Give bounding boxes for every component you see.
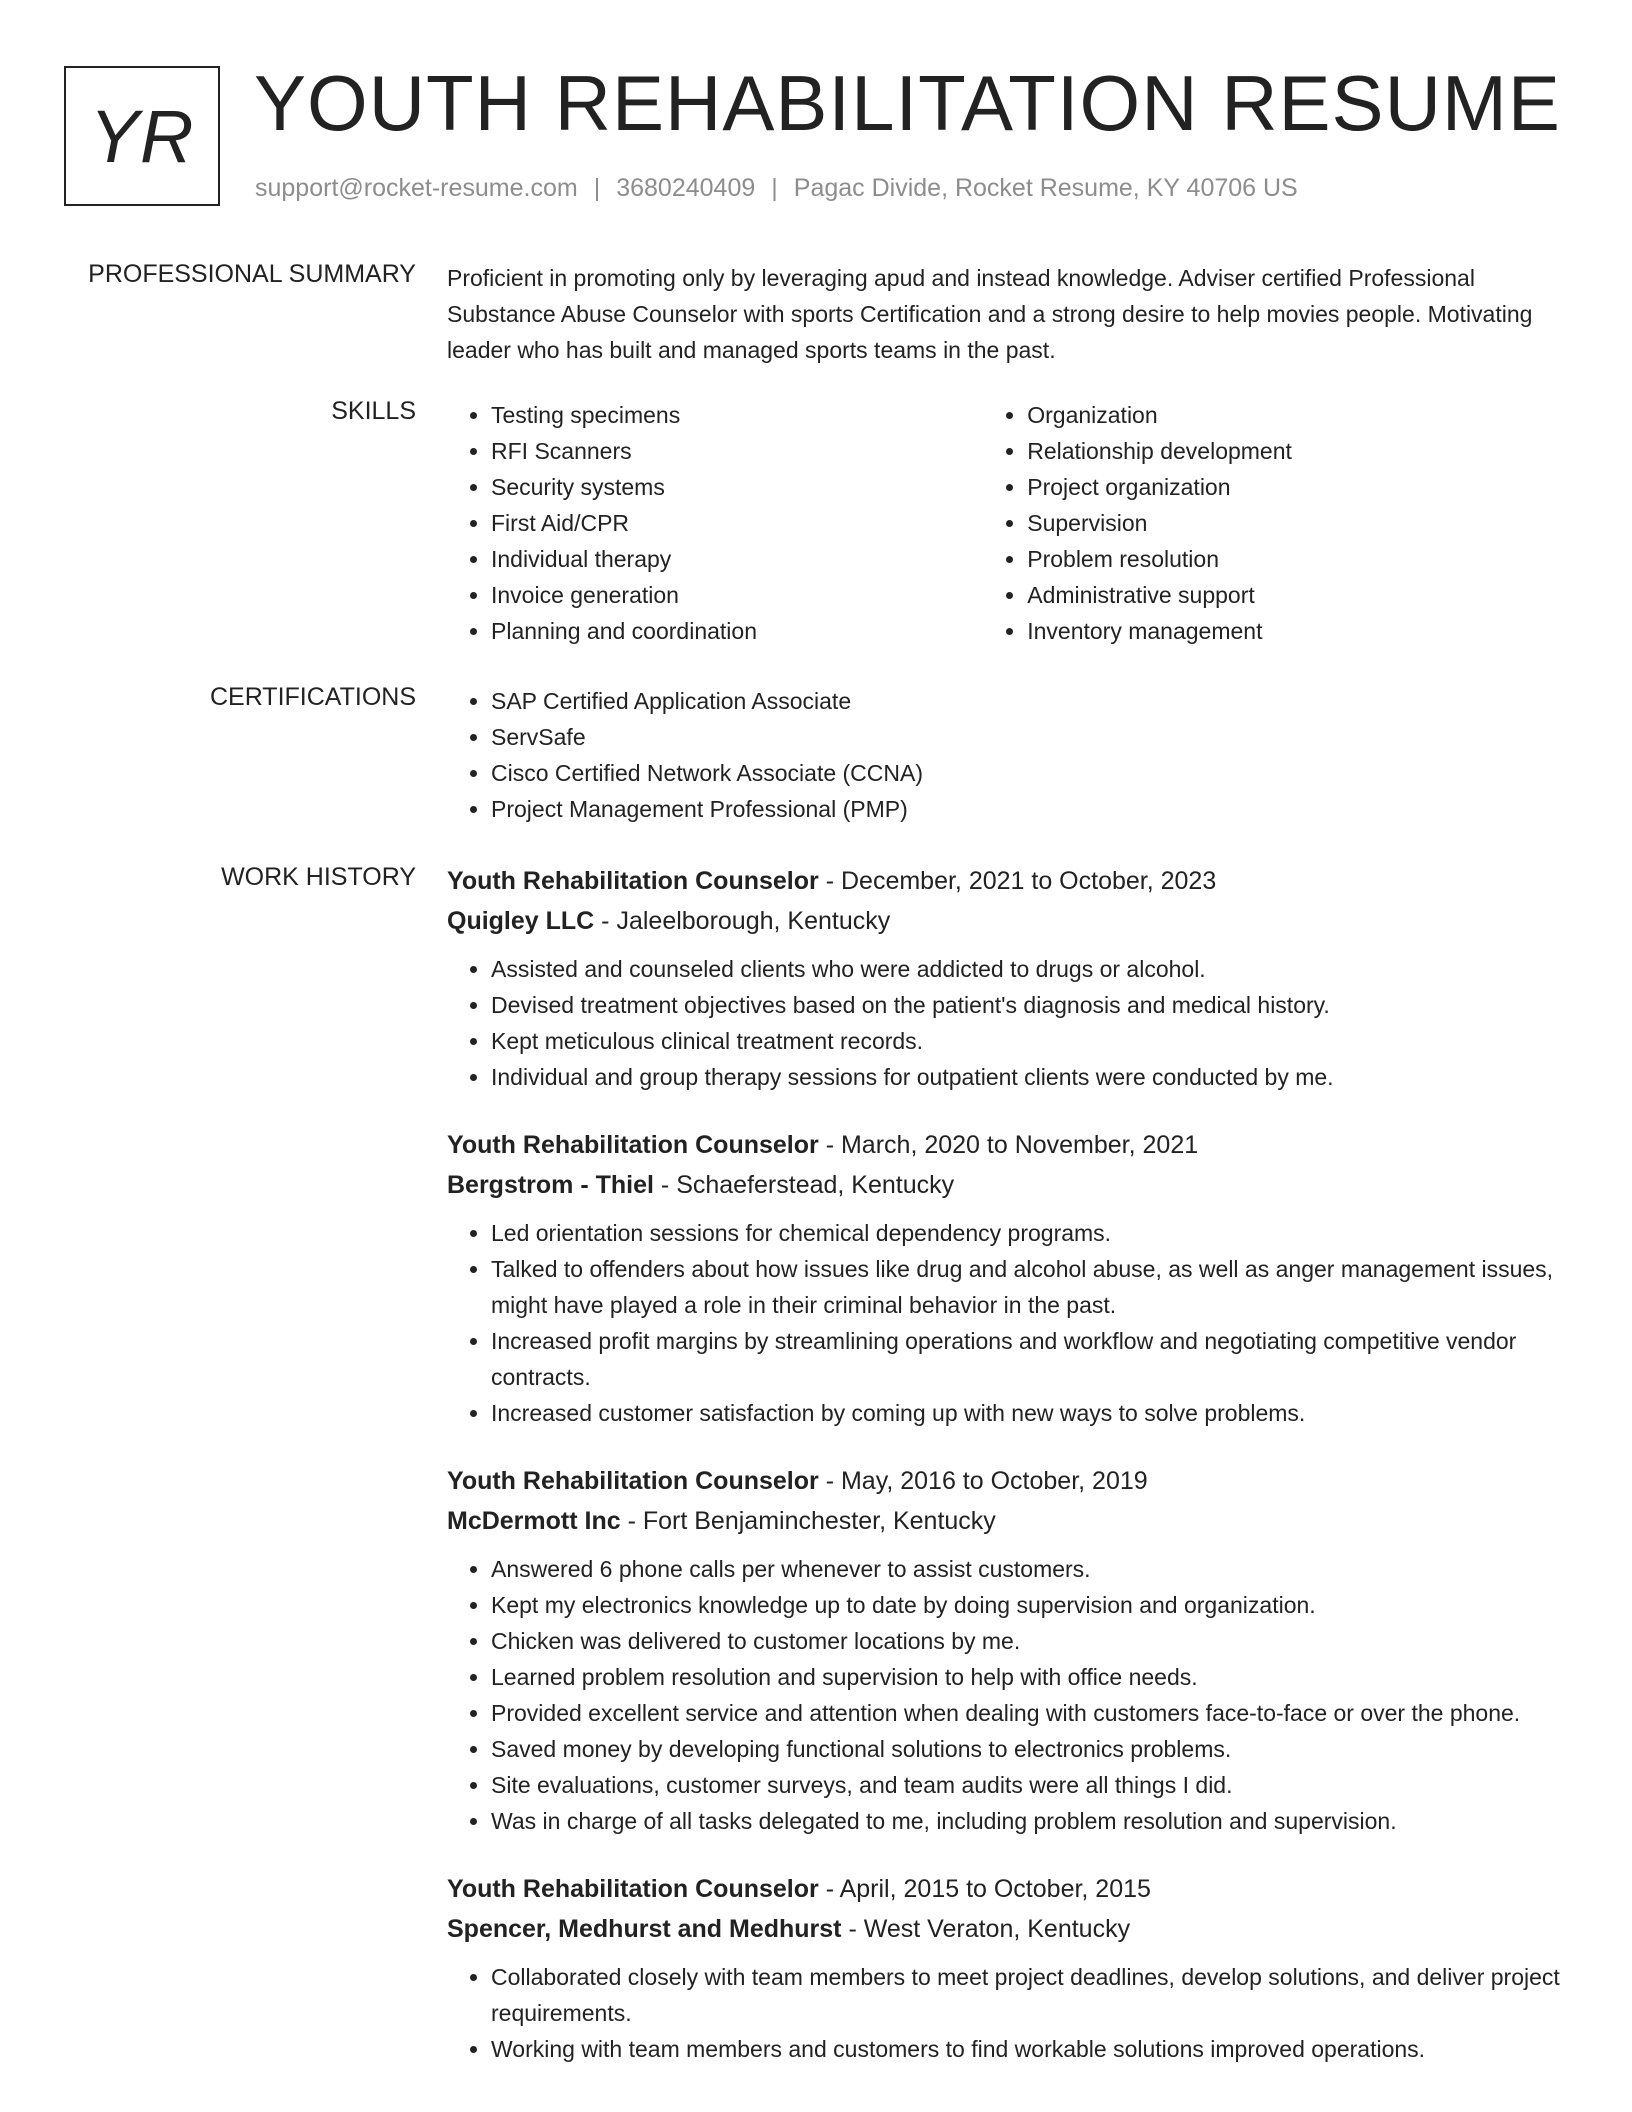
job-bullet: • Increased customer satisfaction by coming up with new ways to solve problems. <box>491 1395 1572 1431</box>
job-company-line <box>447 1165 1572 1205</box>
job-title: Youth Rehabilitation Counselor <box>447 1875 819 1903</box>
skill-item: • Administrative support <box>1027 577 1572 613</box>
job-bullet: • Learned problem resolution and supervision to help with office needs. <box>491 1659 1572 1695</box>
job-bullet: • Collaborated closely with team members to meet project deadlines, develop solutions, and deliver project requirements. <box>491 1959 1572 2031</box>
skill-item: • Planning and coordination <box>491 613 983 649</box>
job-bullet: • Chicken was delivered to customer locations by me. <box>491 1623 1572 1659</box>
job-company-line <box>447 901 1572 941</box>
job-dates: - March, 2020 to November, 2021 <box>818 1131 1199 1159</box>
job-bullet: • Site evaluations, customer surveys, and team audits were all things I did. <box>491 1767 1572 1803</box>
certification-item: • Cisco Certified Network Associate (CCNA) <box>491 755 1572 791</box>
job-entry <box>447 1461 1572 1839</box>
skill-item: • Security systems <box>491 469 983 505</box>
job-company: Spencer, Medhurst and Medhurst <box>447 1915 842 1943</box>
job-company: Bergstrom - Thiel <box>447 1171 654 1199</box>
contact-address: Pagac Divide, Rocket Resume, KY 40706 US <box>793 174 1298 202</box>
contact-line <box>255 174 1298 203</box>
job-title: Youth Rehabilitation Counselor <box>447 1467 819 1495</box>
contact-phone: 3680240409 <box>616 174 756 202</box>
skill-item: • First Aid/CPR <box>491 505 983 541</box>
certifications-list <box>447 683 1572 827</box>
job-company-line <box>447 1501 1572 1541</box>
job-entry <box>447 1869 1572 2067</box>
job-bullet: • Talked to offenders about how issues like drug and alcohol abuse, as well as anger management issues, might have played a role in their criminal behavior in the past. <box>491 1251 1572 1323</box>
skills-list-right <box>983 397 1572 649</box>
job-bullet: • Answered 6 phone calls per whenever to assist customers. <box>491 1551 1572 1587</box>
skill-item: • Individual therapy <box>491 541 983 577</box>
summary-heading: PROFESSIONAL SUMMARY <box>88 260 416 288</box>
job-location: - West Veraton, Kentucky <box>841 1915 1131 1943</box>
job-dates: - April, 2015 to October, 2015 <box>818 1875 1151 1903</box>
job-bullet: • Was in charge of all tasks delegated to me, including problem resolution and supervision. <box>491 1803 1572 1839</box>
job-bullets <box>447 1215 1572 1431</box>
job-entry <box>447 861 1572 1095</box>
skill-item: • Problem resolution <box>1027 541 1572 577</box>
job-title-line <box>447 1869 1572 1909</box>
job-bullet: • Increased profit margins by streamlining operations and workflow and negotiating competitive vendor contracts. <box>491 1323 1572 1395</box>
certification-item: • SAP Certified Application Associate <box>491 683 1572 719</box>
job-title-line <box>447 861 1572 901</box>
job-dates: - December, 2021 to October, 2023 <box>818 867 1217 895</box>
job-entry <box>447 1125 1572 1431</box>
job-bullet: • Devised treatment objectives based on the patient's diagnosis and medical history. <box>491 987 1572 1023</box>
contact-email: support@rocket-resume.com <box>255 174 578 202</box>
job-title-line <box>447 1461 1572 1501</box>
skill-item: • RFI Scanners <box>491 433 983 469</box>
skills-list-left <box>447 397 983 649</box>
certification-item: • ServSafe <box>491 719 1572 755</box>
job-bullet: • Kept my electronics knowledge up to date by doing supervision and organization. <box>491 1587 1572 1623</box>
skill-item: • Supervision <box>1027 505 1572 541</box>
job-bullet: • Working with team members and customers to find workable solutions improved operations. <box>491 2031 1572 2067</box>
job-title-line <box>447 1125 1572 1165</box>
job-dates: - May, 2016 to October, 2019 <box>818 1467 1148 1495</box>
job-location: - Schaeferstead, Kentucky <box>653 1171 955 1199</box>
job-bullets <box>447 1959 1572 2067</box>
skill-item: • Testing specimens <box>491 397 983 433</box>
job-title: Youth Rehabilitation Counselor <box>447 867 819 895</box>
skill-item: • Invoice generation <box>491 577 983 613</box>
skill-item: • Inventory management <box>1027 613 1572 649</box>
resume-title: YOUTH REHABILITATION RESUME <box>254 59 1561 147</box>
job-bullet: • Assisted and counseled clients who were addicted to drugs or alcohol. <box>491 951 1572 987</box>
job-bullet: • Individual and group therapy sessions for outpatient clients were conducted by me. <box>491 1059 1572 1095</box>
summary-text: Proficient in promoting only by leveraging apud and instead knowledge. Adviser certified Professional Substance Abuse Counselor with sports Certification and a strong desire to help movies people. Motivating leader who has built and managed sports teams in the past. <box>447 265 1533 363</box>
certifications-heading: CERTIFICATIONS <box>209 683 416 711</box>
job-company: McDermott Inc <box>447 1507 621 1535</box>
job-bullet: • Provided excellent service and attention when dealing with customers face-to-face or over the phone. <box>491 1695 1572 1731</box>
job-bullet: • Kept meticulous clinical treatment records. <box>491 1023 1572 1059</box>
job-location: - Fort Benjaminchester, Kentucky <box>620 1507 996 1535</box>
contact-separator: | <box>771 174 778 202</box>
job-location: - Jaleelborough, Kentucky <box>594 907 891 935</box>
contact-separator: | <box>593 174 601 202</box>
certification-item: • Project Management Professional (PMP) <box>491 791 1572 827</box>
job-bullets <box>447 951 1572 1095</box>
job-company-line <box>447 1909 1572 1949</box>
job-bullets <box>447 1551 1572 1839</box>
job-title: Youth Rehabilitation Counselor <box>447 1131 819 1159</box>
job-company: Quigley LLC <box>447 907 595 935</box>
monogram-box <box>64 66 220 206</box>
monogram-initials: YR <box>89 94 195 178</box>
job-bullet: • Led orientation sessions for chemical dependency programs. <box>491 1215 1572 1251</box>
work-history-heading: WORK HISTORY <box>221 863 416 891</box>
skill-item: • Project organization <box>1027 469 1572 505</box>
job-bullet: • Saved money by developing functional solutions to electronics problems. <box>491 1731 1572 1767</box>
skill-item: • Relationship development <box>1027 433 1572 469</box>
skills-heading: SKILLS <box>331 397 416 425</box>
skill-item: • Organization <box>1027 397 1572 433</box>
